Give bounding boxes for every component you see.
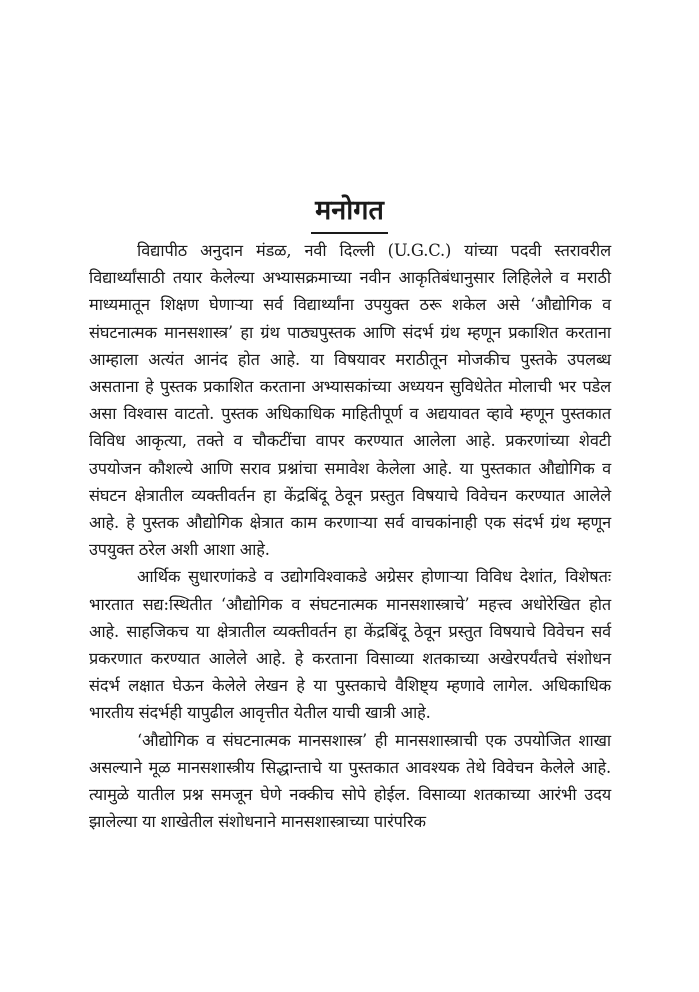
paragraph-1: विद्यापीठ अनुदान मंडळ, नवी दिल्ली (U.G.C.) यांच्या पदवी स्तरावरील विद्यार्थ्यांसाठी तयार केलेल्या अभ्यासक्रमाच्या नवीन आकृतिबंधानुसार लिहिलेले व मराठी माध्यमातून शिक्षण घेणाऱ्या सर्व विद्यार्थ्यांना उपयुक्त ठरू शकेल असे ‘औद्योगिक व संघटनात्मक मानसशास्त्र’ हा ग्रंथ पाठ्यपुस्तक आणि संदर्भ ग्रंथ म्हणून प्रकाशित करताना आम्हाला अत्यंत आनंद होत आहे. या विषयावर मराठीतून मोजकीच पुस्तके उपलब्ध असताना हे पुस्तक प्रकाशित करताना अभ्यासकांच्या अध्ययन सुविधेतेत मोलाची भर पडेल असा विश्वास वाटतो. पुस्तक अधिकाधिक माहितीपूर्ण व अद्ययावत व्हावे म्हणून पुस्तकात विविध आकृत्या, तक्ते व चौकटींचा वापर करण्यात आलेला आहे. प्रकरणांच्या शेवटी उपयोजन कौशल्ये आणि सराव प्रश्नांचा समावेश केलेला आहे. या पुस्तकात औद्योगिक व संघटन क्षेत्रातील व्यक्तीवर्तन हा केंद्रबिंदू ठेवून प्रस्तुत विषयाचे विवेचन करण्यात आलेले आहे. हे पुस्तक औद्योगिक क्षेत्रात काम करणाऱ्या सर्व वाचकांनाही एक संदर्भ ग्रंथ म्हणून उपयुक्त ठरेल अशी आशा आहे. <box>89 241 611 560</box>
paragraph-2: आर्थिक सुधारणांकडे व उद्योगविश्वाकडे अग्रेसर होणाऱ्या विविध देशांत, विशेषतः भारतात सद्य:स्थितीत ‘औद्योगिक व संघटनात्मक मानसशास्त्राचे’ महत्त्व अधोरेखित होत आहे. साहजिकच या क्षेत्रातील व्यक्तीवर्तन हा केंद्रबिंदू ठेवून प्रस्तुत विषयाचे विवेचन सर्व प्रकरणात करण्यात आलेले आहे. हे करताना विसाव्या शतकाच्या अखेरपर्यंतचे संशोधन संदर्भ लक्षात घेऊन केलेले लेखन हे या पुस्तकाचे वैशिष्ट्य म्हणावे लागेल. अधिकाधिक भारतीय संदर्भही यापुढील आवृत्तीत येतील याची खात्री आहे. <box>89 567 611 723</box>
page-title <box>0 192 699 234</box>
paragraph-3: ‘औद्योगिक व संघटनात्मक मानसशास्त्र’ ही मानसशास्त्राची एक उपयोजित शाखा असल्याने मूळ मानसशास्त्रीय सिद्धान्ताचे या पुस्तकात आवश्यक तेथे विवेचन केलेले आहे. त्यामुळे यातील प्रश्न समजून घेणे नक्कीच सोपे होईल. विसाव्या शतकाच्या आरंभी उदय झालेल्या या शाखेतील संशोधनाने मानसशास्त्राच्या पारंपरिक <box>89 730 611 832</box>
title-text: मनोगत <box>311 192 388 234</box>
preface-body <box>89 237 611 835</box>
